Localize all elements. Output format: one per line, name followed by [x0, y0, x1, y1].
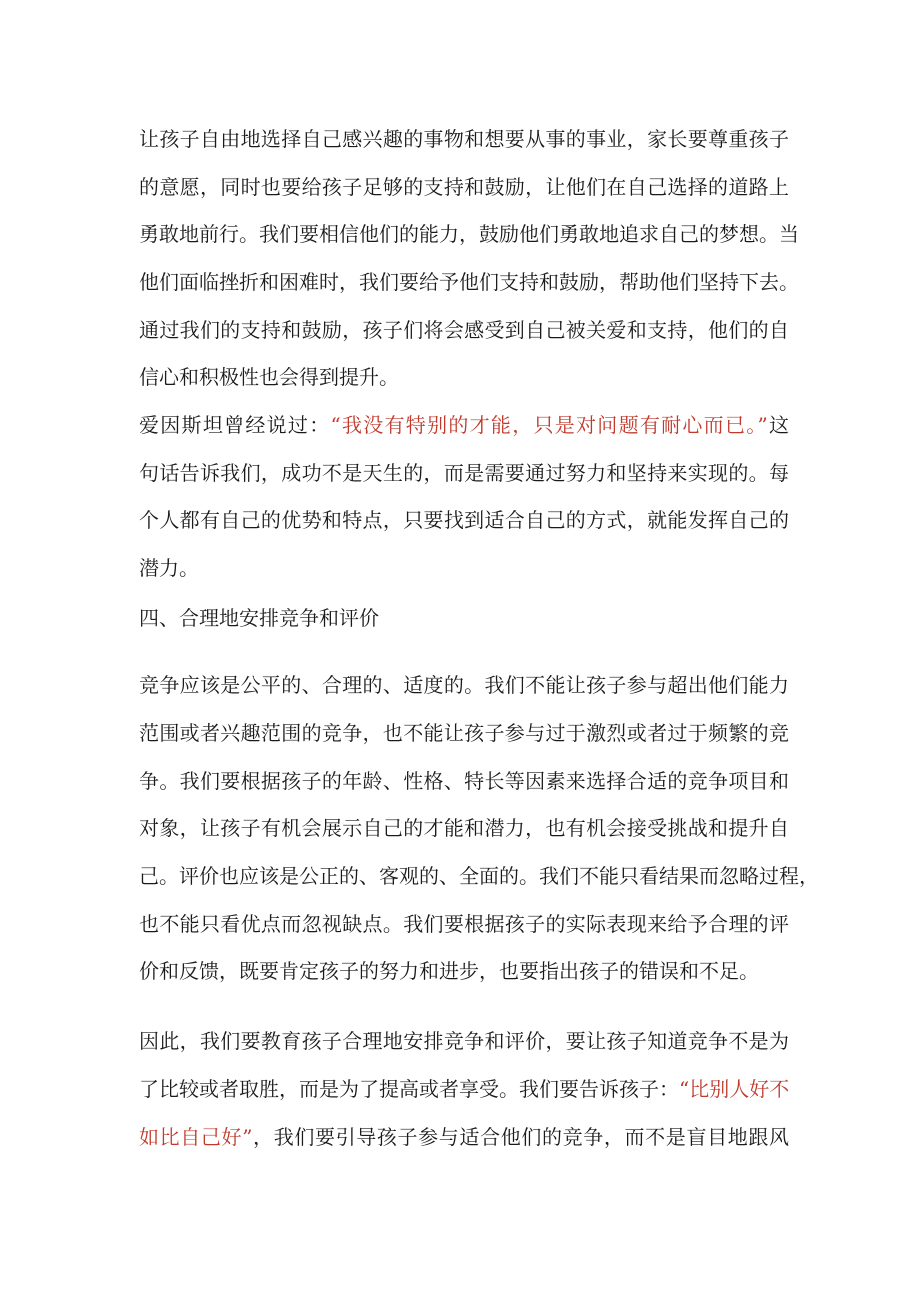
- p4-line-3-suffix: ，我们要引导孩子参与适合他们的竞争，而不是盲目地跟风: [252, 1125, 789, 1149]
- p4-line-2: [139, 1074, 789, 1104]
- saying-quote-part-1: “比别人好不: [679, 1077, 790, 1101]
- p3-line-7: 价和反馈，既要肯定孩子的努力和进步，也要指出孩子的错误和不足。: [139, 959, 759, 983]
- p1-line-3: 勇敢地前行。我们要相信他们的能力，鼓励他们勇敢地追求自己的梦想。当: [139, 222, 799, 246]
- p1-line-2: 的意愿，同时也要给孩子足够的支持和鼓励，让他们在自己选择的道路上: [139, 175, 789, 199]
- saying-quote-part-2: 如比自己好”: [139, 1125, 253, 1149]
- section-heading: 四、合理地安排竞争和评价: [139, 606, 379, 630]
- p1-line-1: 让孩子自由地选择自己感兴趣的事物和想要从事的事业，家长要尊重孩子: [139, 127, 789, 151]
- p3-line-3: 争。我们要根据孩子的年龄、性格、特长等因素来选择合适的竞争项目和: [139, 769, 789, 793]
- p3-line-1: 竞争应该是公平的、合理的、适度的。我们不能让孩子参与超出他们能力: [139, 673, 789, 697]
- p2-line-1-prefix: 爱因斯坦曾经说过：: [139, 413, 331, 437]
- p3-line-5: 己。评价也应该是公正的、客观的、全面的。我们不能只看结果而忽略过程，: [139, 864, 819, 888]
- p3-line-4: 对象，让孩子有机会展示自己的才能和潜力，也有机会接受挑战和提升自: [139, 816, 789, 840]
- p1-line-4: 他们面临挫折和困难时，我们要给予他们支持和鼓励，帮助他们坚持下去。: [139, 270, 799, 294]
- p2-line-2: 句话告诉我们，成功不是天生的，而是需要通过努力和坚持来实现的。每: [139, 461, 789, 485]
- p4-line-1: 因此，我们要教育孩子合理地安排竞争和评价，要让孩子知道竞争不是为: [139, 1029, 789, 1053]
- p2-line-4: 潜力。: [139, 556, 199, 580]
- p2-line-1-suffix: 这: [767, 413, 790, 437]
- p4-line-2-prefix: 了比较或者取胜，而是为了提高或者享受。我们要告诉孩子：: [139, 1077, 679, 1101]
- p2-line-3: 个人都有自己的优势和特点，只要找到适合自己的方式，就能发挥自己的: [139, 508, 789, 532]
- p4-line-3: [139, 1122, 789, 1152]
- p3-line-6: 也不能只看优点而忽视缺点。我们要根据孩子的实际表现来给予合理的评: [139, 912, 789, 936]
- p1-line-5: 通过我们的支持和鼓励，孩子们将会感受到自己被关爱和支持，他们的自: [139, 318, 789, 342]
- einstein-quote: “我没有特别的才能，只是对问题有耐心而已。”: [330, 413, 768, 437]
- p3-line-2: 范围或者兴趣范围的竞争，也不能让孩子参与过于激烈或者过于频繁的竞: [139, 721, 789, 745]
- p2-line-1: [139, 410, 789, 440]
- p1-line-6: 信心和积极性也会得到提升。: [139, 365, 399, 389]
